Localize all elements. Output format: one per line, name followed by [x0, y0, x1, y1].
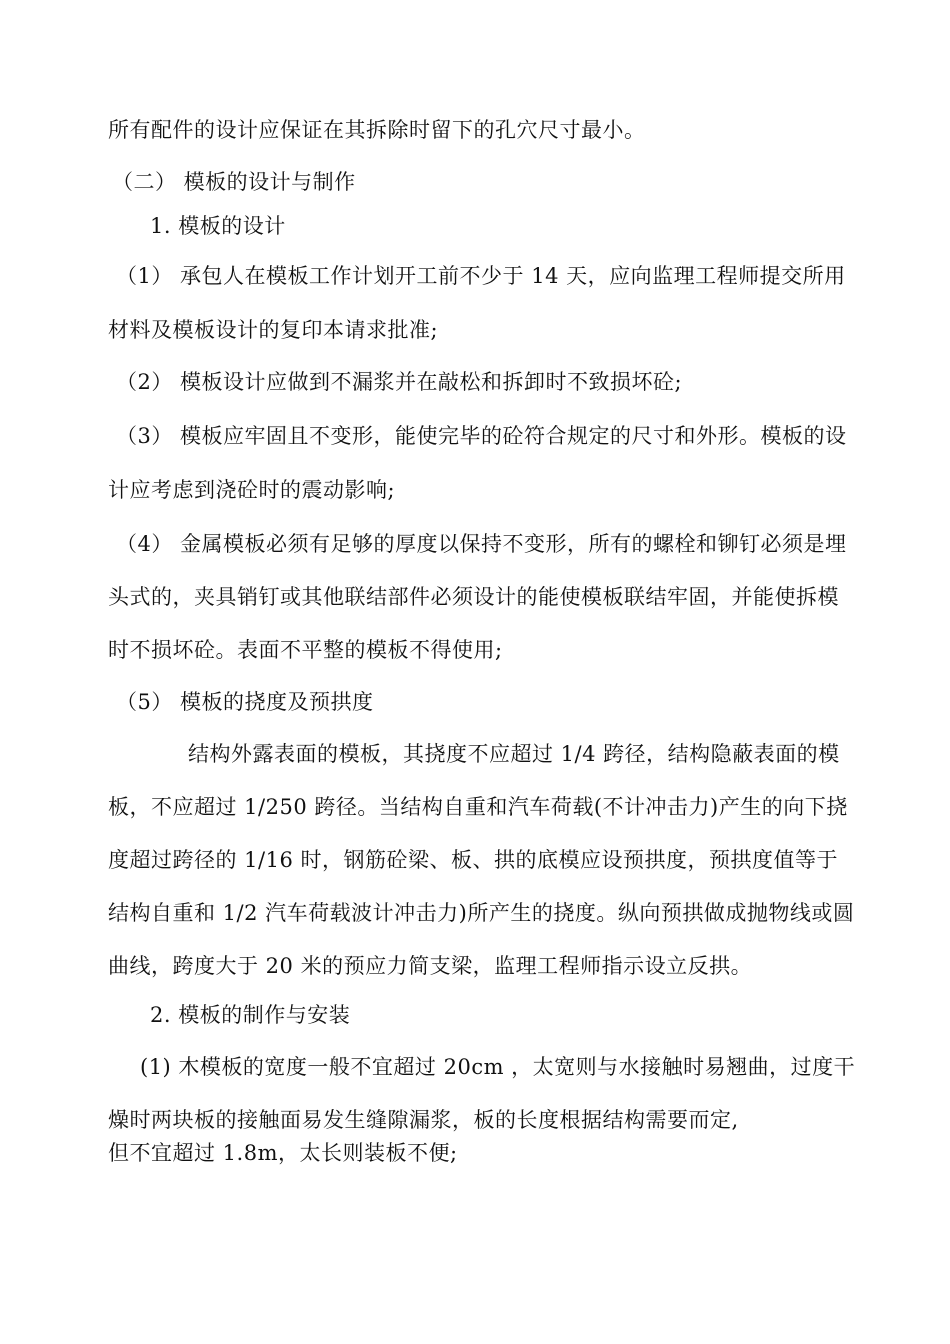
- paragraph-line: (1) 木模板的宽度一般不宜超过 20cm ，太宽则与水接触时易翘曲，过度干: [140, 1055, 856, 1079]
- paragraph-line: 材料及模板设计的复印本请求批准;: [108, 318, 439, 342]
- paragraph-line: 曲线，跨度大于 20 米的预应力简支梁，监理工程师指示设立反拱。: [108, 954, 753, 978]
- subsection-heading: 2. 模板的制作与安装: [150, 1003, 351, 1027]
- paragraph-line: 计应考虑到浇砼时的震动影响;: [108, 478, 396, 502]
- paragraph-line: 结构外露表面的模板，其挠度不应超过 1/4 跨径，结构隐蔽表面的模: [188, 742, 840, 766]
- paragraph-line: （3） 模板应牢固且不变形，能使完毕的砼符合规定的尺寸和外形。模板的设: [116, 424, 847, 448]
- subsection-heading: 1. 模板的设计: [150, 214, 286, 238]
- paragraph-line: （5） 模板的挠度及预拱度: [116, 690, 374, 714]
- section-heading: （二） 模板的设计与制作: [112, 170, 356, 194]
- paragraph-line: （4） 金属模板必须有足够的厚度以保持不变形，所有的螺栓和铆钉必须是埋: [116, 532, 847, 556]
- paragraph-line: 度超过跨径的 1/16 时，钢筋砼梁、板、拱的底模应设预拱度，预拱度值等于: [108, 848, 839, 872]
- paragraph-line: 板，不应超过 1/250 跨径。当结构自重和汽车荷载(不计冲击力)产生的向下挠: [108, 795, 848, 819]
- paragraph-line: 头式的，夹具销钉或其他联结部件必须设计的能使模板联结牢固，并能使拆模: [108, 585, 839, 609]
- paragraph-line: （2） 模板设计应做到不漏浆并在敲松和拆卸时不致损坏砼;: [116, 370, 683, 394]
- paragraph-line: 时不损坏砼。表面不平整的模板不得使用;: [108, 638, 503, 662]
- paragraph-line: 所有配件的设计应保证在其拆除时留下的孔穴尺寸最小。: [108, 118, 646, 142]
- paragraph-line: 但不宜超过 1.8m，太长则装板不便;: [108, 1141, 458, 1165]
- paragraph-line: 结构自重和 1/2 汽车荷载波计冲击力)所产生的挠度。纵向预拱做成抛物线或圆: [108, 901, 855, 925]
- paragraph-line: （1） 承包人在模板工作计划开工前不少于 14 天，应向监理工程师提交所用: [116, 264, 846, 288]
- paragraph-line: 燥时两块板的接触面易发生缝隙漏浆，板的长度根据结构需要而定,: [108, 1108, 739, 1132]
